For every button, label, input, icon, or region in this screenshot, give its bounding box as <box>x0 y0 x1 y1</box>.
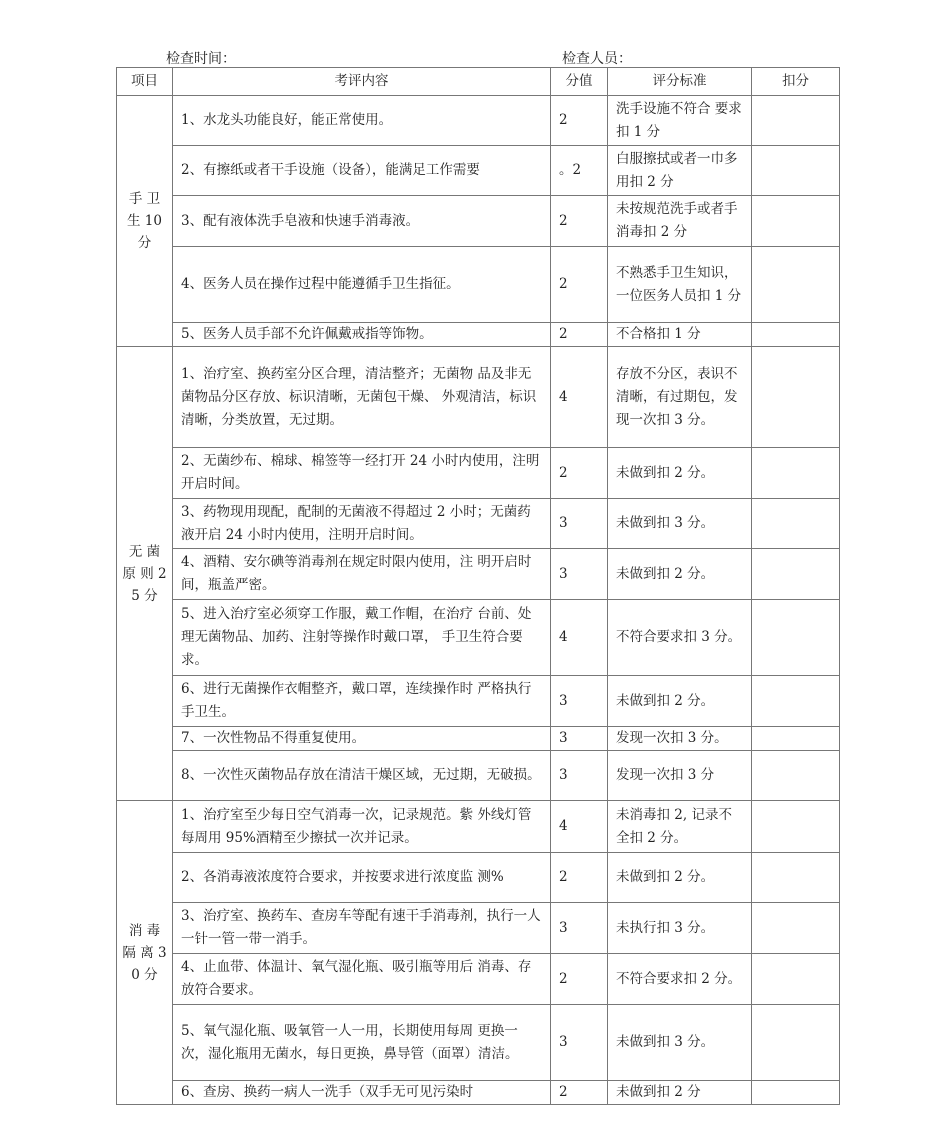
deduction-cell <box>752 1005 840 1081</box>
score-cell: 。2 <box>551 146 608 196</box>
content-cell: 4、止血带、体温计、氧气湿化瓶、吸引瓶等用后 消毒、存放符合要求。 <box>173 954 551 1005</box>
table-body <box>117 96 840 1105</box>
score-cell: 2 <box>551 96 608 146</box>
standard-cell: 不合格扣 1 分 <box>608 323 752 347</box>
score-cell: 3 <box>551 751 608 801</box>
check-time-label: 检查时间： <box>166 51 236 67</box>
deduction-cell <box>752 751 840 801</box>
content-cell: 1、治疗室至少每日空气消毒一次，记录规范。紫 外线灯管每周用 95%酒精至少擦拭一次并记录。 <box>173 801 551 853</box>
score-cell: 2 <box>551 196 608 247</box>
table-row <box>117 323 840 347</box>
standard-cell: 不熟悉手卫生知识，一位医务人员扣 1 分 <box>608 247 752 323</box>
standard-cell: 发现一次扣 3 分。 <box>608 727 752 751</box>
standard-cell: 未做到扣 3 分。 <box>608 499 752 549</box>
score-cell: 3 <box>551 499 608 549</box>
deduction-cell <box>752 727 840 751</box>
deduction-cell <box>752 448 840 499</box>
table-row <box>117 801 840 853</box>
score-cell: 2 <box>551 448 608 499</box>
standard-cell: 未做到扣 3 分。 <box>608 1005 752 1081</box>
table-row <box>117 727 840 751</box>
deduction-cell <box>752 676 840 727</box>
deduction-cell <box>752 247 840 323</box>
score-cell: 2 <box>551 853 608 903</box>
score-cell: 2 <box>551 323 608 347</box>
score-cell: 3 <box>551 727 608 751</box>
deduction-cell <box>752 1081 840 1105</box>
content-cell: 3、治疗室、换药车、查房车等配有速干手消毒剂，执行一人一针一管一带一消手。 <box>173 903 551 954</box>
score-cell: 4 <box>551 801 608 853</box>
content-cell: 2、无菌纱布、棉球、棉签等一经打开 24 小时内使用，注明开启时间。 <box>173 448 551 499</box>
table-row <box>117 499 840 549</box>
table-row <box>117 676 840 727</box>
category-cell: 消 毒 隔 离 3 0 分 <box>117 801 173 1105</box>
column-header-content: 考评内容 <box>173 68 551 96</box>
content-cell: 5、进入治疗室必须穿工作服，戴工作帽，在治疗 台前、处理无菌物品、加药、注射等操作时戴口罩， 手卫生符合要求。 <box>173 600 551 676</box>
deduction-cell <box>752 196 840 247</box>
column-header-score: 分值 <box>551 68 608 96</box>
standard-cell: 未做到扣 2 分。 <box>608 448 752 499</box>
content-cell: 8、一次性灭菌物品存放在清洁干燥区域，无过期，无破损。 <box>173 751 551 801</box>
content-cell: 1、水龙头功能良好，能正常使用。 <box>173 96 551 146</box>
standard-cell: 未做到扣 2 分。 <box>608 549 752 600</box>
deduction-cell <box>752 347 840 448</box>
standard-cell: 未做到扣 2 分 <box>608 1081 752 1105</box>
table-row <box>117 347 840 448</box>
content-cell: 3、配有液体洗手皂液和快速手消毒液。 <box>173 196 551 247</box>
score-cell: 3 <box>551 903 608 954</box>
score-cell: 2 <box>551 247 608 323</box>
standard-cell: 未做到扣 2 分。 <box>608 853 752 903</box>
score-cell: 2 <box>551 954 608 1005</box>
score-cell: 2 <box>551 1081 608 1105</box>
deduction-cell <box>752 323 840 347</box>
table-row <box>117 96 840 146</box>
content-cell: 2、各消毒液浓度符合要求，并按要求进行浓度监 测% <box>173 853 551 903</box>
score-cell: 3 <box>551 1005 608 1081</box>
table-row <box>117 1005 840 1081</box>
standard-cell: 未做到扣 2 分。 <box>608 676 752 727</box>
column-header-deduction: 扣分 <box>752 68 840 96</box>
deduction-cell <box>752 549 840 600</box>
score-cell: 4 <box>551 600 608 676</box>
standard-cell: 不符合要求扣 2 分。 <box>608 954 752 1005</box>
table-row <box>117 954 840 1005</box>
category-cell: 手 卫 生 10 分 <box>117 96 173 347</box>
deduction-cell <box>752 146 840 196</box>
table-row <box>117 247 840 323</box>
standard-cell: 不符合要求扣 3 分。 <box>608 600 752 676</box>
table-row <box>117 196 840 247</box>
table-row <box>117 751 840 801</box>
table-row <box>117 146 840 196</box>
standard-cell: 未按规范洗手或者手消毒扣 2 分 <box>608 196 752 247</box>
content-cell: 3、药物现用现配，配制的无菌液不得超过 2 小时；无菌药液开启 24 小时内使用，注明开启时间。 <box>173 499 551 549</box>
deduction-cell <box>752 801 840 853</box>
deduction-cell <box>752 954 840 1005</box>
content-cell: 1、治疗室、换药室分区合理，清洁整齐；无菌物 品及非无菌物品分区存放、标识清晰，无菌包干燥、 外观清洁，标识清晰，分类放置，无过期。 <box>173 347 551 448</box>
deduction-cell <box>752 96 840 146</box>
column-header-item: 项目 <box>117 68 173 96</box>
content-cell: 5、氧气湿化瓶、吸氧管一人一用，长期使用每周 更换一次，湿化瓶用无菌水，每日更换，鼻导管（面罩）清洁。 <box>173 1005 551 1081</box>
deduction-cell <box>752 903 840 954</box>
score-cell: 4 <box>551 347 608 448</box>
deduction-cell <box>752 600 840 676</box>
content-cell: 2、有擦纸或者干手设施（设备），能满足工作需要 <box>173 146 551 196</box>
table-row <box>117 600 840 676</box>
deduction-cell <box>752 499 840 549</box>
standard-cell: 白服擦拭或者一巾多用扣 2 分 <box>608 146 752 196</box>
standard-cell: 存放不分区，表识不清晰，有过期包，发现一次扣 3 分。 <box>608 347 752 448</box>
table-row <box>117 853 840 903</box>
deduction-cell <box>752 853 840 903</box>
category-cell: 无 菌 原 则 2 5 分 <box>117 347 173 801</box>
standard-cell: 未执行扣 3 分。 <box>608 903 752 954</box>
evaluation-table <box>116 67 840 1105</box>
content-cell: 4、酒精、安尔碘等消毒剂在规定时限内使用，注 明开启时间，瓶盖严密。 <box>173 549 551 600</box>
score-cell: 3 <box>551 676 608 727</box>
standard-cell: 未消毒扣 2, 记录不全扣 2 分。 <box>608 801 752 853</box>
score-cell: 3 <box>551 549 608 600</box>
content-cell: 4、医务人员在操作过程中能遵循手卫生指征。 <box>173 247 551 323</box>
inspector-label: 检查人员： <box>562 51 632 67</box>
table-header-row <box>117 68 840 96</box>
table-row <box>117 1081 840 1105</box>
standard-cell: 发现一次扣 3 分 <box>608 751 752 801</box>
table-row <box>117 903 840 954</box>
content-cell: 7、一次性物品不得重复使用。 <box>173 727 551 751</box>
standard-cell: 洗手设施不符合 要求扣 1 分 <box>608 96 752 146</box>
table-row <box>117 448 840 499</box>
table-row <box>117 549 840 600</box>
content-cell: 5、医务人员手部不允许佩戴戒指等饰物。 <box>173 323 551 347</box>
column-header-standard: 评分标准 <box>608 68 752 96</box>
content-cell: 6、进行无菌操作衣帽整齐，戴口罩，连续操作时 严格执行手卫生。 <box>173 676 551 727</box>
content-cell: 6、查房、换药一病人一洗手（双手无可见污染时 <box>173 1081 551 1105</box>
